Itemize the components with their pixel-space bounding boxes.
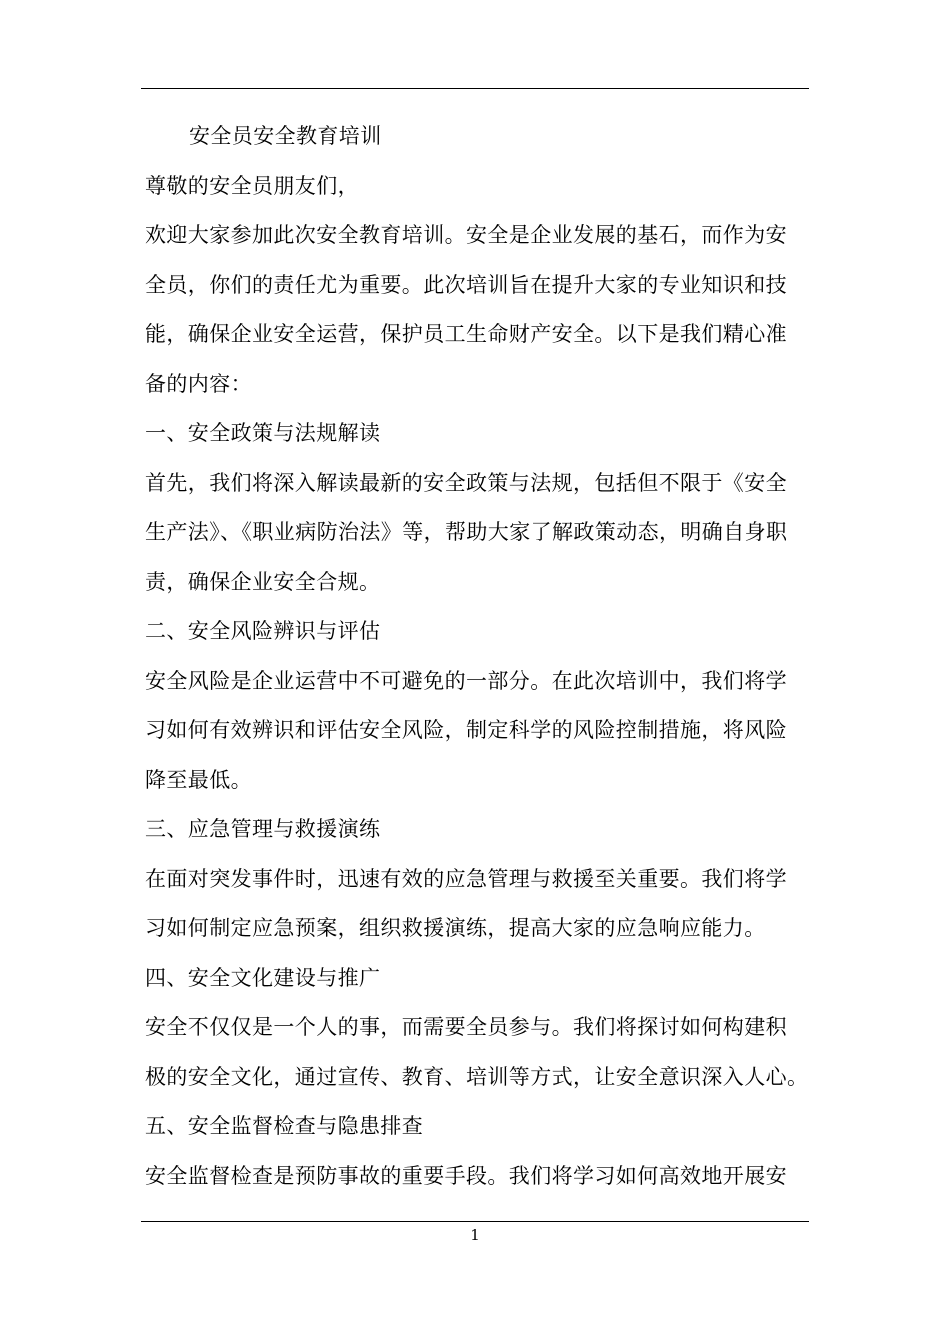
text-line: 备的内容： xyxy=(145,371,252,396)
section-heading-5: 五、安全监督检查与隐患排查 xyxy=(145,1114,424,1138)
text-line: 极的安全文化，通过宣传、教育、培训等方式，让安全意识深入人心。 xyxy=(145,1064,809,1089)
text-line: 在面对突发事件时，迅速有效的应急管理与救援至关重要。我们将学 xyxy=(145,866,787,891)
document-body xyxy=(145,112,809,1201)
text-line-greeting: 尊敬的安全员朋友们， xyxy=(145,173,359,198)
text-line: 生产法》、《职业病防治法》等，帮助大家了解政策动态，明确自身职 xyxy=(145,520,788,544)
text-line: 习如何有效辨识和评估安全风险，制定科学的风险控制措施，将风险 xyxy=(145,718,787,742)
text-line: 能，确保企业安全运营，保护员工生命财产安全。以下是我们精心准 xyxy=(145,322,787,346)
header-rule xyxy=(141,88,809,89)
section-heading-4: 四、安全文化建设与推广 xyxy=(145,965,381,990)
text-line: 安全不仅仅是一个人的事，而需要全员参与。我们将探讨如何构建积 xyxy=(145,1015,787,1039)
document-title: 安全员安全教育培训 xyxy=(189,124,382,148)
page-number: 1 xyxy=(470,1226,480,1244)
text-line: 安全监督检查是预防事故的重要手段。我们将学习如何高效地开展安 xyxy=(145,1163,787,1188)
section-heading-2: 二、安全风险辨识与评估 xyxy=(145,619,381,643)
text-line: 全员，你们的责任尤为重要。此次培训旨在提升大家的专业知识和技 xyxy=(145,272,787,297)
text-line: 安全风险是企业运营中不可避免的一部分。在此次培训中，我们将学 xyxy=(145,668,787,693)
text-line: 欢迎大家参加此次安全教育培训。安全是企业发展的基石，而作为安 xyxy=(145,223,787,247)
footer-rule xyxy=(141,1221,809,1222)
text-line: 降至最低。 xyxy=(145,767,252,792)
section-heading-1: 一、安全政策与法规解读 xyxy=(145,421,381,445)
section-heading-3: 三、应急管理与救援演练 xyxy=(145,817,381,841)
text-line: 首先，我们将深入解读最新的安全政策与法规，包括但不限于《安全 xyxy=(145,470,787,495)
text-line: 习如何制定应急预案，组织救援演练，提高大家的应急响应能力。 xyxy=(145,916,766,940)
text-line: 责，确保企业安全合规。 xyxy=(145,569,381,594)
